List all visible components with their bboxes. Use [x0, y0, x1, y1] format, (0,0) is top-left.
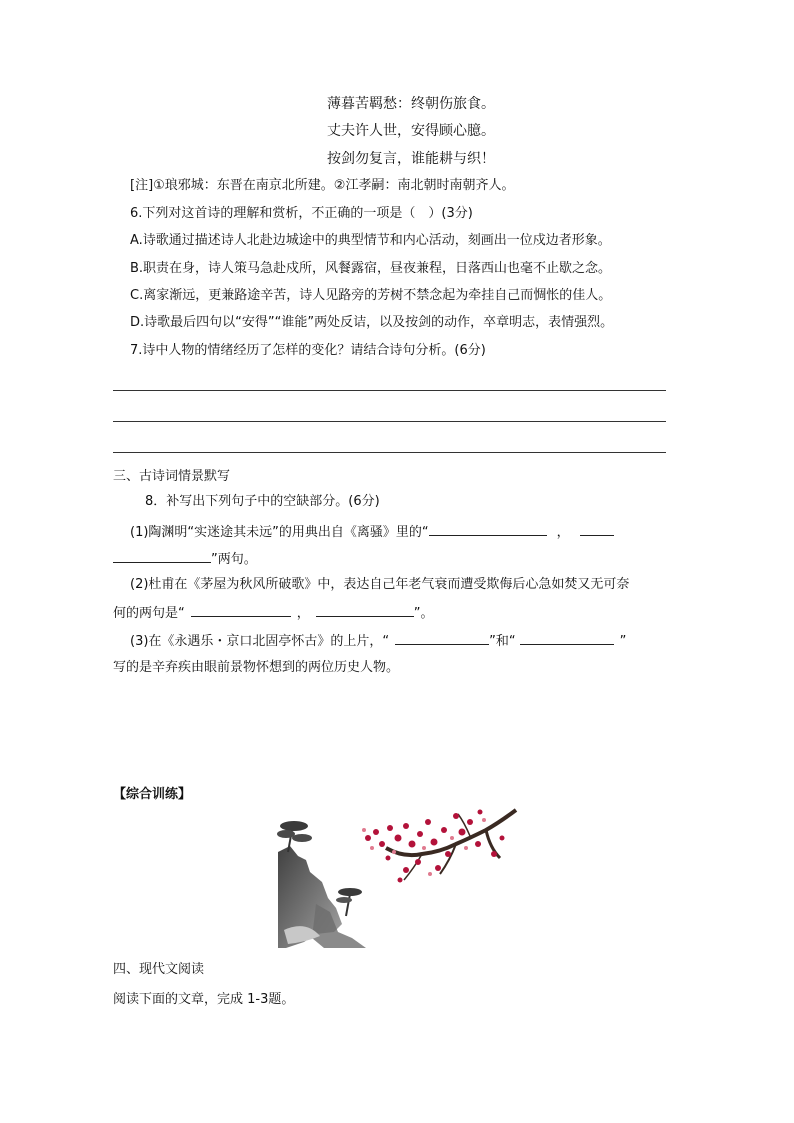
q8-item2-comma: ， — [296, 606, 310, 621]
section4-instruction: 阅读下面的文章，完成 1-3题。 — [113, 992, 295, 1007]
section4-title: 四、现代文阅读 — [113, 962, 205, 977]
fill-blank-6[interactable] — [520, 631, 614, 645]
q8-item3-line1 — [130, 631, 626, 651]
fill-blank-4[interactable] — [316, 603, 414, 617]
plum-blossom-image — [360, 808, 518, 888]
fill-blank-3[interactable] — [191, 603, 291, 617]
q6-option-c: C.离家渐远，更兼路途辛苦，诗人见路旁的芳树不禁念起为牵挂自己而惆怅的佳人。 — [130, 288, 612, 303]
fill-blank-1[interactable] — [429, 522, 547, 536]
ink-landscape-image — [276, 812, 368, 950]
answer-line-3[interactable] — [113, 452, 666, 453]
q6-stem: 6.下列对这首诗的理解和赏析，不正确的一项是（ ）(3分) — [130, 206, 473, 221]
q8-item1-line1 — [130, 522, 614, 542]
training-title: 【综合训练】 — [113, 787, 192, 802]
poem-note: [注]①琅邪城：东晋在南京北所建。②江孝嗣：南北朝时南朝齐人。 — [130, 178, 515, 193]
poem-line-1: 薄暮苦羁愁：终朝伤旅食。 — [327, 96, 495, 112]
q8-stem: 8．补写出下列句子中的空缺部分。(6分) — [145, 494, 380, 509]
q8-item1-text: (1)陶渊明“实迷途其未远”的用典出自《离骚》里的“ — [130, 525, 429, 540]
q7-stem: 7.诗中人物的情绪经历了怎样的变化？请结合诗句分析。(6分) — [130, 343, 486, 358]
answer-line-1[interactable] — [113, 390, 666, 391]
q8-item1-line2 — [113, 549, 257, 569]
q8-item1-end: ”两句。 — [211, 552, 257, 567]
q8-item3-and: ”和“ — [489, 634, 516, 649]
q6-option-d: D.诗歌最后四句以“安得”“谁能”两处反诘，以及按剑的动作，卒章明志，表情强烈。 — [130, 315, 614, 330]
poem-line-2: 丈夫许人世，安得顾心臆。 — [327, 123, 495, 139]
fill-blank-5[interactable] — [395, 631, 489, 645]
q8-item2-line2 — [113, 603, 434, 623]
q8-item1-comma: ， — [556, 525, 570, 540]
fill-blank-2[interactable] — [580, 522, 614, 536]
q8-item3-text: (3)在《永遇乐・京口北固亭怀古》的上片，“ — [130, 634, 390, 649]
fill-blank-2-cont[interactable] — [113, 549, 211, 563]
section3-title: 三、古诗词情景默写 — [113, 469, 231, 484]
q8-item3-line2: 写的是辛弃疾由眼前景物怀想到的两位历史人物。 — [113, 660, 400, 675]
answer-line-2[interactable] — [113, 421, 666, 422]
poem-line-3: 按剑勿复言，谁能耕与织！ — [327, 151, 495, 167]
q8-item2-line1: (2)杜甫在《茅屋为秋风所破歌》中，表达自己年老气衰而遭受欺侮后心急如焚又无可奈 — [130, 577, 630, 592]
q6-option-b: B.职责在身，诗人策马急赴戍所，风餐露宿，昼夜兼程，日落西山也毫不止歇之念。 — [130, 261, 612, 276]
q8-item2-end: ”。 — [413, 606, 434, 621]
q8-item2-text: 何的两句是“ — [113, 606, 185, 621]
q8-item3-close: ” — [619, 634, 627, 649]
q6-option-a: A.诗歌通过描述诗人北赴边城途中的典型情节和内心活动，刻画出一位戍边者形象。 — [130, 233, 611, 248]
